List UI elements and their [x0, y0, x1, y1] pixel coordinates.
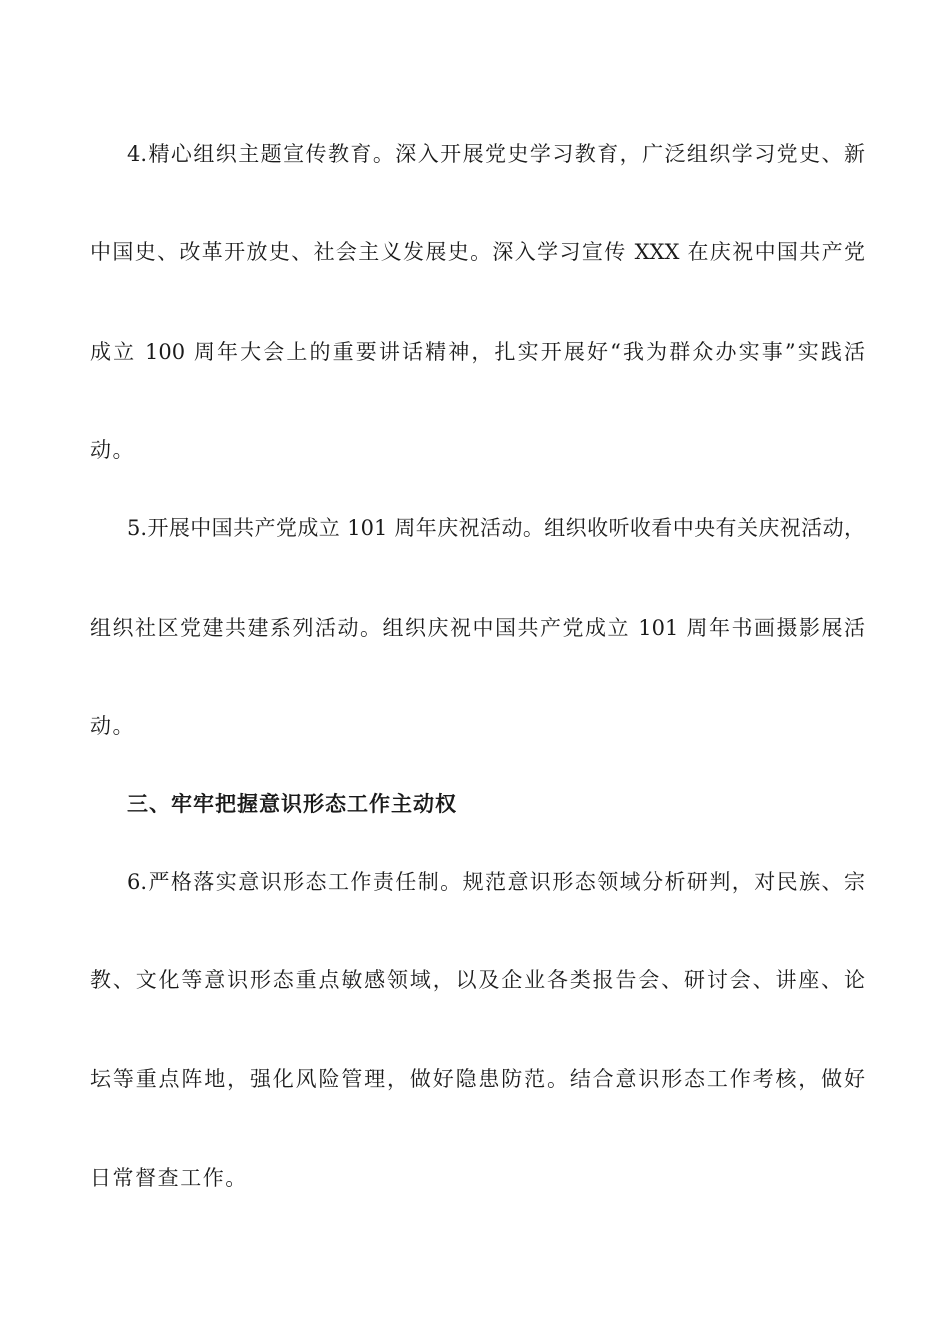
paragraph-4-line-4: 动。: [90, 438, 136, 462]
paragraph-5-line-1: 5.开展中国共产党成立 101 周年庆祝活动。组织收听收看中央有关庆祝活动，: [127, 516, 865, 540]
paragraph-6-line-4: 日常督查工作。: [90, 1166, 248, 1190]
paragraph-4-line-1: 4.精心组织主题宣传教育。深入开展党史学习教育，广泛组织学习党史、新: [127, 142, 865, 166]
paragraph-5-line-2: 组织社区党建共建系列活动。组织庆祝中国共产党成立 101 周年书画摄影展活: [90, 616, 865, 640]
paragraph-6-line-3: 坛等重点阵地，强化风险管理，做好隐患防范。结合意识形态工作考核，做好: [90, 1067, 865, 1091]
paragraph-4-line-3: 成立 100 周年大会上的重要讲话精神，扎实开展好“我为群众办实事”实践活: [90, 340, 865, 364]
paragraph-6-line-1: 6.严格落实意识形态工作责任制。规范意识形态领域分析研判，对民族、宗: [127, 870, 865, 894]
section-heading: 三、牢牢把握意识形态工作主动权: [127, 792, 457, 816]
paragraph-5-line-3: 动。: [90, 714, 136, 738]
paragraph-6-line-2: 教、文化等意识形态重点敏感领域，以及企业各类报告会、研讨会、讲座、论: [90, 968, 865, 992]
paragraph-4-line-2: 中国史、改革开放史、社会主义发展史。深入学习宣传 XXX 在庆祝中国共产党: [90, 240, 865, 264]
